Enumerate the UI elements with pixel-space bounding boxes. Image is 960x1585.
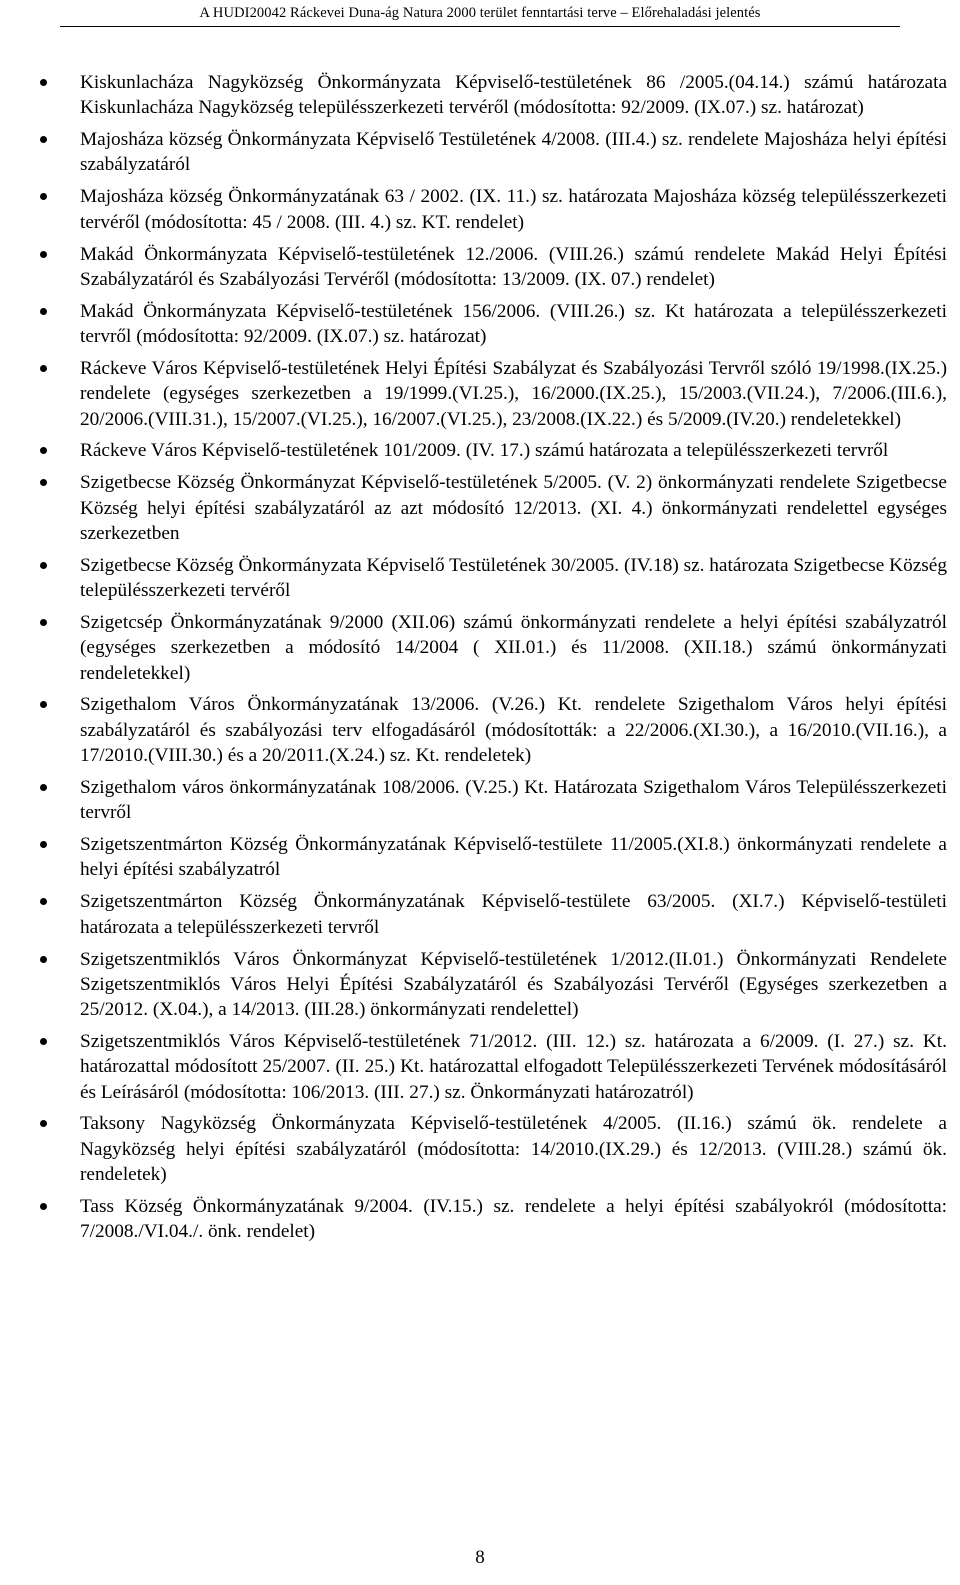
list-item-text: Taksony Nagyközség Önkormányzata Képviselő-testületének 4/2005. (II.16.) számú ök. rendelete a Nagyközség helyi építési szabályzatáról (módosította: 14/2010.(IX.29.) és 12/2013. (VIII.28.) számú ök. rendeletek) xyxy=(80,1113,947,1186)
list-item xyxy=(0,553,947,604)
list-item-text: Majosháza község Önkormányzatának 63 / 2002. (IX. 11.) sz. határozata Majosháza község településszerkezeti tervéről (módosította: 45 / 2008. (III. 4.) sz. KT. rendelet) xyxy=(80,186,947,233)
list-item xyxy=(0,184,947,235)
list-item-text: Szigetszentmiklós Város Képviselő-testületének 71/2012. (III. 12.) sz. határozata a 6/2009. (I. 27.) sz. Kt. határozattal módosított 25/2007. (II. 25.) Kt. határozattal elfogadott Településszerkezeti Tervének módosításáról és Leírásáról (módosította: 106/2013. (III. 27.) sz. Önkormányzati határozatról) xyxy=(80,1031,947,1103)
list-item-text: Szigetszentmiklós Város Önkormányzat Képviselő-testületének 1/2012.(II.01.) Önkormányzati Rendelete Szigetszentmiklós Város Helyi Építési Szabályzatáról és Szabályozási Tervéről (Egységes szerkezetben a 25/2012. (X.04.), a 14/2013. (III.28.) önkormányzati rendelettel) xyxy=(80,948,947,1021)
bullet-icon xyxy=(40,898,47,905)
list-item-text: Makád Önkormányzata Képviselő-testületének 12./2006. (VIII.26.) számú rendelete Makád Helyi Építési Szabályzatáról és Szabályozási Tervéről (módosította: 13/2009. (IX. 07.) rendelet) xyxy=(80,243,947,290)
bullet-icon xyxy=(40,562,47,569)
list-item xyxy=(0,356,947,432)
bullet-icon xyxy=(40,1038,47,1045)
page-number: 8 xyxy=(475,1547,485,1568)
bullet-icon xyxy=(40,1120,47,1127)
list-item xyxy=(0,889,947,940)
list-item-text: Szigetcsép Önkormányzatának 9/2000 (XII.06) számú önkormányzati rendelete a helyi építési szabályzatról (egységes szerkezetben a módosító 14/2004 ( XII.01.) és 11/2008. (XII.18.) számú önkormányzati rendeletekkel) xyxy=(80,611,947,684)
bullet-icon xyxy=(40,1203,47,1210)
list-item xyxy=(0,610,947,686)
bullet-icon xyxy=(40,447,47,454)
list-item xyxy=(0,242,947,293)
list-item xyxy=(0,470,947,546)
bullet-icon xyxy=(40,251,47,258)
list-item xyxy=(0,438,947,463)
list-item xyxy=(0,1111,947,1187)
list-item xyxy=(0,947,947,1023)
header-rule xyxy=(60,26,900,27)
list-item-text: Szigetszentmárton Község Önkormányzatának Képviselő-testülete 11/2005.(XI.8.) önkormányzati rendelete a helyi építési szabályzatról xyxy=(80,834,947,881)
bullet-icon xyxy=(40,479,47,486)
list-item xyxy=(0,1194,947,1245)
bullet-icon xyxy=(40,136,47,143)
bullet-icon xyxy=(40,701,47,708)
list-item-text: Ráckeve Város Képviselő-testületének Helyi Építési Szabályzat és Szabályozási Tervről szóló 19/1998.(IX.25.) rendelete (egységes szerkezetben a 19/1999.(VI.25.), 16/2000.(IX.25.), 15/2003.(VII.24.), 7/2006.(III.6.), 20/2006.(VIII.31.), 15/2007.(VI.25.), 16/2007.(VI.25.), 23/2008.(IX.22.) és 5/2009.(IV.20.) rendeletekkel) xyxy=(80,357,947,430)
list-item xyxy=(0,775,947,826)
list-item xyxy=(0,832,947,883)
list-item-text: Tass Község Önkormányzatának 9/2004. (IV.15.) sz. rendelete a helyi építési szabályokról (módosította: 7/2008./VI.04./. önk. rendelet) xyxy=(80,1195,947,1243)
list-item-text: Kiskunlacháza Nagyközség Önkormányzata Képviselő-testületének 86 /2005.(04.14.) számú határozata Kiskunlacháza Nagyközség településszerkezeti tervéről (módosította: 92/2009. (IX.07.) sz. határozat) xyxy=(80,72,947,119)
bullet-icon xyxy=(40,79,47,86)
list-item xyxy=(0,1029,947,1105)
bullet-icon xyxy=(40,784,47,791)
bullet-icon xyxy=(40,308,47,315)
running-header xyxy=(0,0,960,30)
list-item-text: Szigethalom Város Önkormányzatának 13/2006. (V.26.) Kt. rendelete Szigethalom Város helyi építési szabályzatáról és szabályozási terv elfogadásáról (módosították: a 22/2006.(XI.30.), a 16/2010.(VII.16.), a 17/2010.(VIII.30.) és a 20/2011.(X.24.) sz. Kt. rendeletek) xyxy=(80,694,947,767)
document-bullet-list xyxy=(0,70,960,1245)
bullet-icon xyxy=(40,193,47,200)
list-item-text: Szigetszentmárton Község Önkormányzatának Képviselő-testülete 63/2005. (XI.7.) Képviselő-testületi határozata a településszerkezeti tervről xyxy=(80,891,947,938)
list-item-text: Szigetbecse Község Önkormányzat Képviselő-testületének 5/2005. (V. 2) önkormányzati rendelete Szigetbecse Község helyi építési szabályzatáról az azt módosító 12/2013. (XI. 4.) önkormányzati rendelettel egységes szerkezetben xyxy=(80,472,947,544)
bullet-icon xyxy=(40,841,47,848)
bullet-icon xyxy=(40,365,47,372)
list-item-text: Majosháza község Önkormányzata Képviselő Testületének 4/2008. (III.4.) sz. rendelete Majosháza helyi építési szabályzatáról xyxy=(80,129,947,176)
list-item-text: Ráckeve Város Képviselő-testületének 101/2009. (IV. 17.) számú határozata a településszerkezeti tervről xyxy=(80,440,889,462)
list-item xyxy=(0,692,947,768)
list-item xyxy=(0,70,947,121)
list-item xyxy=(0,299,947,350)
list-item xyxy=(0,127,947,178)
bullet-icon xyxy=(40,956,47,963)
header-title: A HUDI20042 Ráckevei Duna-ág Natura 2000 terület fenntartási terve – Előrehaladási jelentés xyxy=(199,5,761,21)
bullet-icon xyxy=(40,619,47,626)
list-item-text: Makád Önkormányzata Képviselő-testületének 156/2006. (VIII.26.) sz. Kt határozata a településszerkezeti tervről (módosította: 92/2009. (IX.07.) sz. határozat) xyxy=(80,300,947,348)
list-item-text: Szigetbecse Község Önkormányzata Képviselő Testületének 30/2005. (IV.18) sz. határozata Szigetbecse Község településszerkezeti tervéről xyxy=(80,554,947,602)
list-item-text: Szigethalom város önkormányzatának 108/2006. (V.25.) Kt. Határozata Szigethalom Város Településszerkezeti tervről xyxy=(80,776,947,824)
